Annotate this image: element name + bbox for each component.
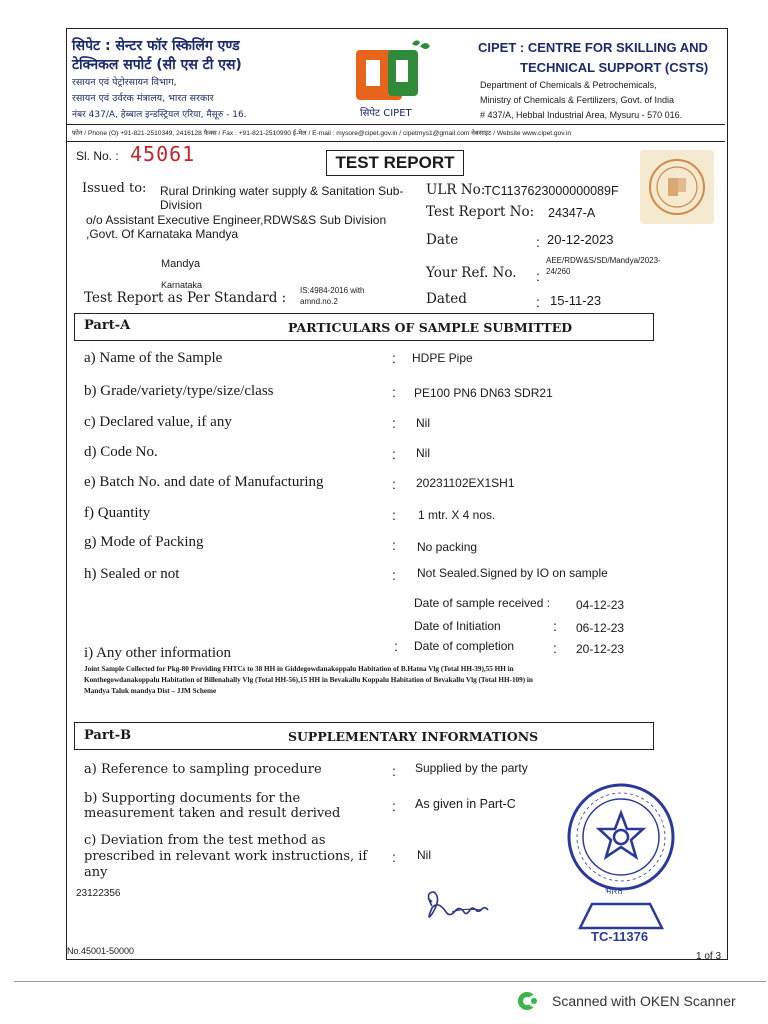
deviation-label-line2: prescribed in relevant work instructions, if bbox=[84, 849, 368, 864]
row-colon: : bbox=[392, 415, 396, 431]
row-value: Nil bbox=[416, 446, 430, 460]
completion-colon-left: : bbox=[394, 638, 398, 654]
row-label: g) Mode of Packing bbox=[84, 534, 204, 550]
oken-scanner-logo-icon bbox=[516, 990, 542, 1012]
org-dept-line2: Ministry of Chemicals & Fertilizers, Govt. of India bbox=[480, 95, 675, 105]
row-label: d) Code No. bbox=[84, 444, 158, 460]
hindi-address: नंबर 437/A, हेब्बाल इन्डस्ट्रियल एरिया, मैसूरु - 16. bbox=[72, 110, 247, 120]
part-a-row bbox=[84, 565, 179, 583]
org-title-line1: CIPET : CENTRE FOR SKILLING AND bbox=[478, 40, 708, 55]
part-a-row bbox=[84, 443, 158, 461]
part-a-row bbox=[84, 382, 274, 400]
part-a-row bbox=[84, 533, 204, 551]
deviation-label-line1: c) Deviation from the test method as bbox=[84, 833, 326, 848]
other-info-note-line3: Mandya Taluk mandya Dist – JJM Scheme bbox=[84, 687, 217, 695]
report-no-label: Test Report No: bbox=[426, 204, 535, 220]
supporting-docs-colon: : bbox=[392, 798, 396, 814]
part-a-row bbox=[84, 504, 150, 522]
ulr-value: TC1137623000000089F bbox=[484, 184, 619, 198]
serial-label: Sl. No. : bbox=[76, 149, 119, 163]
supporting-docs-label-line2: measurement taken and result derived bbox=[84, 806, 341, 821]
scan-edge-line bbox=[14, 981, 766, 982]
row-colon: : bbox=[392, 384, 396, 400]
issued-line4: ,Govt. Of Karnataka Mandya bbox=[86, 227, 239, 241]
row-value: Nil bbox=[416, 416, 430, 430]
row-colon: : bbox=[392, 567, 396, 583]
hindi-title-line2: टेक्निकल सपोर्ट (सी एस टी एस) bbox=[72, 57, 242, 73]
initiation-colon: : bbox=[553, 618, 557, 634]
dated-colon: : bbox=[536, 294, 540, 310]
org-title-line2: TECHNICAL SUPPORT (CSTS) bbox=[520, 60, 709, 75]
contact-line: फोन / Phone (O) +91-821-2510349, 2416128 फैक्स / Fax : +91-821-2510990 ई-मेल / E-mail : mysore@cipet.gov.in / cipetmys1@gmail.com वेबसाइट / Website www.cipet.gov.in bbox=[72, 130, 572, 137]
ref-sampling-colon: : bbox=[392, 763, 396, 779]
other-info-note-line2: Konthegowdanakoppalu Habitation of Billenahally Vlg (Total HH-56),15 HH in Bevakallu Koppalu Habitation of Bevakallu Vlg (Total HH-109) in bbox=[84, 676, 533, 684]
part-a-row bbox=[84, 349, 222, 367]
stamp-ribbon-icon bbox=[578, 900, 664, 930]
standard-label: Test Report as Per Standard : bbox=[84, 290, 287, 306]
deviation-value: Nil bbox=[417, 848, 431, 862]
issued-line1: Rural Drinking water supply & Sanitation Sub- bbox=[160, 184, 404, 198]
stamp-bharat: भारत bbox=[605, 887, 623, 897]
issued-line3: o/o Assistant Executive Engineer,RDWS&S Sub Division bbox=[86, 213, 387, 227]
initiation-value: 06-12-23 bbox=[576, 621, 625, 635]
row-colon: : bbox=[392, 507, 396, 523]
initiation-label: Date of Initiation bbox=[414, 619, 501, 633]
dated-label: Dated bbox=[426, 291, 467, 307]
ulr-label: ULR No: bbox=[426, 182, 486, 198]
report-no-value: 24347-A bbox=[548, 206, 596, 220]
ref-sampling-value: Supplied by the party bbox=[415, 761, 528, 775]
row-value: 20231102EX1SH1 bbox=[416, 476, 515, 490]
row-label: f) Quantity bbox=[84, 505, 151, 521]
received-value: 04-12-23 bbox=[576, 598, 625, 612]
cipet-logo-icon bbox=[350, 38, 440, 106]
deviation-label-line3: any bbox=[84, 865, 108, 880]
date-colon: : bbox=[536, 234, 540, 250]
row-label: a) Name of the Sample bbox=[84, 350, 223, 366]
completion-value: 20-12-23 bbox=[576, 642, 625, 656]
part-a-heading: PARTICULARS OF SAMPLE SUBMITTED bbox=[288, 320, 573, 335]
issued-state: Karnataka bbox=[161, 280, 203, 290]
date-label: Date bbox=[426, 232, 459, 248]
hindi-dept-line2: रसायन एवं उर्वरक मंत्रालय, भारत सरकार bbox=[72, 93, 214, 104]
ref-sampling-label: a) Reference to sampling procedure bbox=[84, 762, 322, 777]
page-number: 1 of 3 bbox=[696, 951, 722, 962]
standard-line1: IS:4984-2016 with bbox=[300, 286, 365, 295]
logo-caption: सिपेट CIPET bbox=[360, 108, 412, 119]
row-value: 1 mtr. X 4 nos. bbox=[418, 508, 496, 522]
supporting-docs-value: As given in Part-C bbox=[415, 797, 516, 811]
row-colon: : bbox=[392, 446, 396, 462]
part-b-label: Part-B bbox=[84, 728, 132, 743]
ref-label: Your Ref. No. bbox=[426, 265, 517, 281]
row-label: b) Grade/variety/type/size/class bbox=[84, 383, 274, 399]
date-value: 20-12-2023 bbox=[547, 232, 614, 247]
dated-value: 15-11-23 bbox=[550, 293, 602, 308]
internal-code: 23122356 bbox=[76, 888, 121, 899]
org-address: # 437/A, Hebbal Industrial Area, Mysuru - 570 016. bbox=[480, 110, 683, 120]
org-dept-line1: Department of Chemicals & Petrochemicals, bbox=[480, 80, 657, 90]
supporting-docs-label-line1: b) Supporting documents for the bbox=[84, 791, 301, 806]
row-label: h) Sealed or not bbox=[84, 566, 180, 582]
stamp-tc-number: TC-11376 bbox=[591, 929, 649, 944]
issued-label: Issued to: bbox=[82, 181, 147, 196]
part-b-heading: SUPPLEMENTARY INFORMATIONS bbox=[288, 729, 539, 744]
row-colon: : bbox=[392, 350, 396, 366]
part-a-label: Part-A bbox=[84, 318, 131, 333]
hindi-title-line1: सिपेट : सेन्टर फॉर स्किलिंग एण्ड bbox=[72, 38, 240, 54]
completion-label: Date of completion bbox=[414, 639, 515, 653]
ref-line1: AEE/RDW&S/SD/Mandya/2023- bbox=[546, 256, 661, 265]
row-label: c) Declared value, if any bbox=[84, 414, 232, 430]
row-value: HDPE Pipe bbox=[412, 351, 473, 365]
standard-line2: amnd.no.2 bbox=[300, 297, 338, 306]
other-info-note-line1: Joint Sample Collected for Pkg-80 Providing FHTCs to 38 HH in Giddegowdanakoppalu Habitation of B.Hatna Vlg (Total HH-39),55 HH in bbox=[84, 665, 514, 673]
part-a-row bbox=[84, 413, 232, 431]
part-a-row bbox=[84, 473, 324, 491]
other-info-label: i) Any other information bbox=[84, 645, 232, 661]
report-title: TEST REPORT bbox=[326, 150, 464, 176]
footer-range: No.45001-50000 bbox=[67, 946, 135, 956]
deviation-colon: : bbox=[392, 849, 396, 865]
header-divider-top bbox=[67, 124, 725, 125]
signature-icon bbox=[418, 888, 514, 930]
hologram-seal-icon bbox=[646, 156, 708, 218]
row-value: No packing bbox=[417, 540, 478, 554]
row-value: Not Sealed.Signed by IO on sample bbox=[417, 566, 608, 580]
row-colon: : bbox=[392, 476, 396, 492]
issued-city: Mandya bbox=[161, 258, 201, 270]
ref-colon: : bbox=[536, 268, 540, 284]
issued-line2: Division bbox=[160, 198, 203, 212]
ref-line2: 24/260 bbox=[546, 267, 571, 276]
row-colon: : bbox=[392, 537, 396, 553]
hindi-dept-line1: रसायन एवं पेट्रोरसायन विभाग, bbox=[72, 77, 177, 88]
serial-number: 45061 bbox=[130, 142, 196, 166]
row-label: e) Batch No. and date of Manufacturing bbox=[84, 474, 324, 490]
row-value: PE100 PN6 DN63 SDR21 bbox=[414, 386, 553, 400]
received-label: Date of sample received : bbox=[414, 596, 551, 610]
completion-colon: : bbox=[553, 640, 557, 656]
scanner-watermark: Scanned with OKEN Scanner bbox=[552, 993, 736, 1009]
